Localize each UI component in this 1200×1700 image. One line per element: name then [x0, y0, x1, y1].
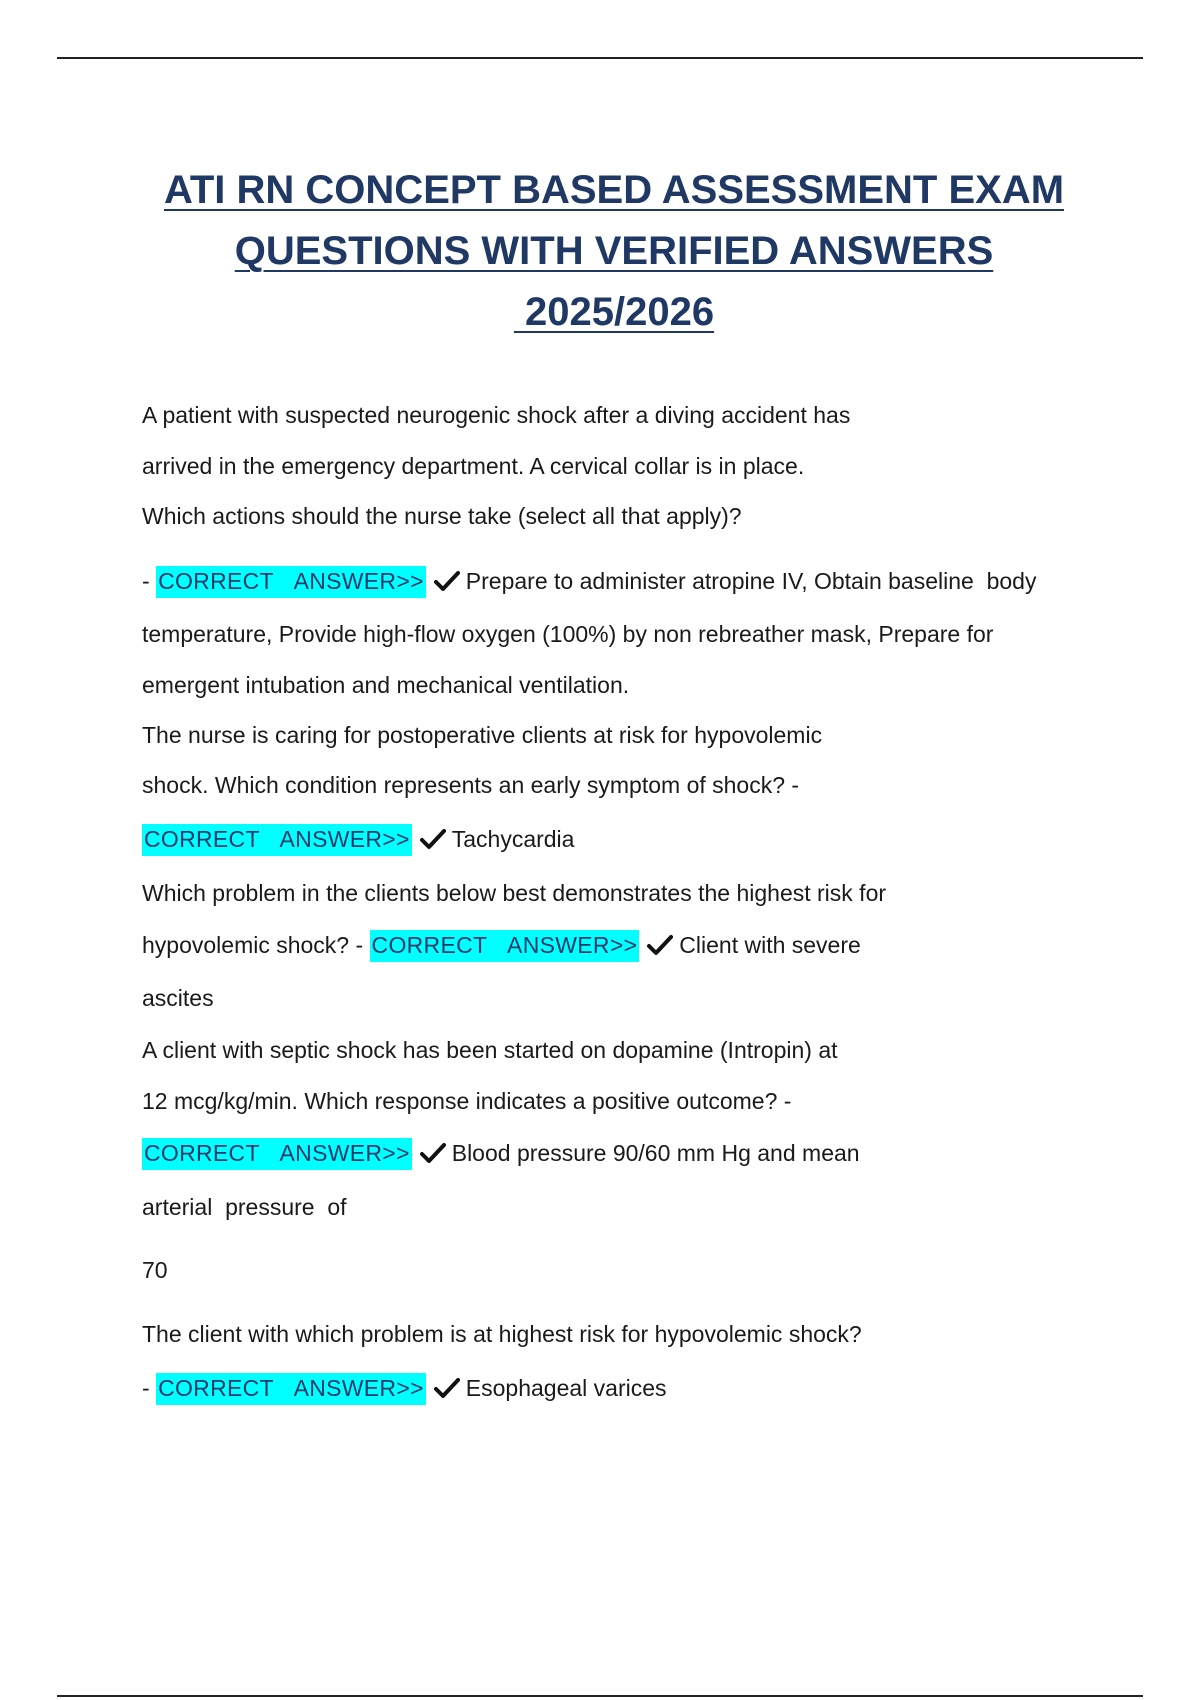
answer-1-line-2: temperature, Provide high-flow oxygen (100%) by non rebreather mask, Prepare for — [142, 621, 994, 647]
answer-4-line-3: 70 — [142, 1257, 168, 1283]
answer-5-text: Esophageal varices — [465, 1375, 667, 1401]
question-1-line-2: arrived in the emergency department. A cervical collar is in place. — [142, 453, 805, 479]
checkmark-icon — [420, 1142, 446, 1164]
answer-1 — [142, 564, 1036, 598]
question-2-line-1: The nurse is caring for postoperative clients at risk for hypovolemic — [142, 722, 823, 748]
question-4-line-1: A client with septic shock has been started on dopamine (Intropin) at — [142, 1037, 838, 1063]
checkmark-icon — [647, 934, 673, 956]
checkmark-icon — [420, 828, 446, 850]
question-5-line-1: The client with which problem is at highest risk for hypovolemic shock? — [142, 1321, 862, 1347]
top-rule — [57, 57, 1143, 59]
question-1-line-1: A patient with suspected neurogenic shock after a diving accident has — [142, 402, 851, 428]
bottom-rule — [57, 1695, 1143, 1697]
answer-3-text: Client with severe — [679, 932, 861, 958]
checkmark-icon — [434, 1377, 460, 1399]
question-1-line-3: Which actions should the nurse take (select all that apply)? — [142, 503, 742, 529]
title-line-1: ATI RN CONCEPT BASED ASSESSMENT EXAM — [163, 168, 1065, 212]
correct-answer-label: CORRECT ANSWER>> — [156, 1373, 426, 1405]
title-line-3: 2025/2026 — [513, 290, 715, 334]
document-title — [0, 160, 1200, 343]
answer-4-line-2: arterial pressure of — [142, 1194, 347, 1220]
answer-3-line-2: ascites — [142, 985, 214, 1011]
answer-1-line-3: emergent intubation and mechanical ventilation. — [142, 672, 630, 698]
answer-3 — [142, 928, 861, 962]
question-2-line-2: shock. Which condition represents an early symptom of shock? - — [142, 772, 800, 798]
answer-1-prefix: - — [142, 568, 157, 594]
answer-5 — [142, 1371, 667, 1405]
answer-2 — [142, 822, 574, 856]
correct-answer-label: CORRECT ANSWER>> — [370, 930, 640, 962]
answer-1-text: Prepare to administer atropine IV, Obtain baseline body — [465, 568, 1037, 594]
answer-3-prefix: hypovolemic shock? - — [142, 932, 370, 958]
checkmark-icon — [434, 570, 460, 592]
question-4-line-2: 12 mcg/kg/min. Which response indicates a positive outcome? - — [142, 1088, 792, 1114]
question-3-line-1: Which problem in the clients below best demonstrates the highest risk for — [142, 880, 887, 906]
answer-2-text: Tachycardia — [451, 826, 575, 852]
correct-answer-label: CORRECT ANSWER>> — [142, 1138, 412, 1170]
correct-answer-label: CORRECT ANSWER>> — [142, 824, 412, 856]
answer-4 — [142, 1136, 860, 1170]
answer-5-prefix: - — [142, 1375, 157, 1401]
correct-answer-label: CORRECT ANSWER>> — [156, 566, 426, 598]
answer-4-text: Blood pressure 90/60 mm Hg and mean — [451, 1140, 860, 1166]
title-line-2: QUESTIONS WITH VERIFIED ANSWERS — [234, 229, 994, 273]
